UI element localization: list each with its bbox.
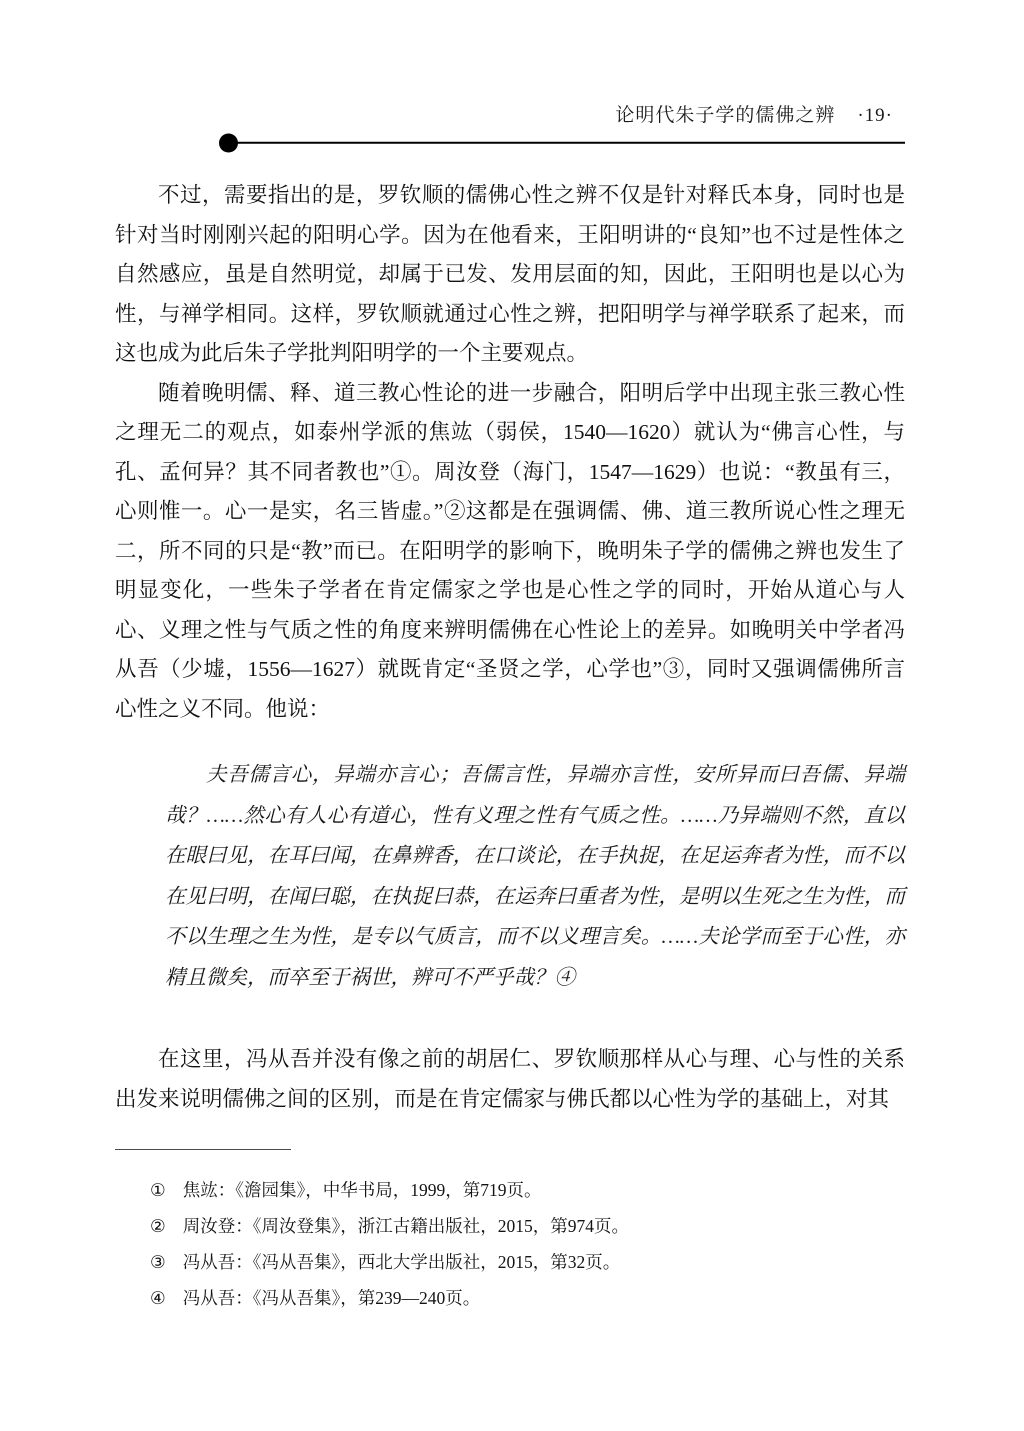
footnote-text: 冯从吾：《冯从吾集》，西北大学出版社，2015，第32页。 [182,1252,621,1272]
footnote-list [115,1172,905,1316]
footnote-4 [150,1280,905,1316]
footnote-marker: ④ [150,1288,166,1308]
article-body [115,176,905,1119]
footnote-1 [150,1172,905,1208]
footnote-3 [150,1244,905,1280]
footnote-text: 焦竑：《澹园集》，中华书局，1999，第719页。 [182,1180,542,1200]
footnote-text: 冯从吾：《冯从吾集》，第239—240页。 [182,1288,481,1308]
running-head [115,100,905,152]
header-rule [219,133,905,152]
paragraph-3: 在这里，冯从吾并没有像之前的胡居仁、罗钦顺那样从心与理、心与性的关系出发来说明儒佛之间的区别，而是在肯定儒家与佛氏都以心性为学的基础上，对其 [115,1047,905,1111]
page-number: ·19· [857,105,893,126]
running-title: 论明代朱子学的儒佛之辨 [615,105,836,126]
footnote-marker: ③ [150,1252,166,1272]
block-quote: 夫吾儒言心，异端亦言心；吾儒言性，异端亦言性，安所异而曰吾儒、异端哉？……然心有人心有道心，性有义理之性有气质之性。……乃异端则不然，直以在眼曰见，在耳曰闻，在鼻辨香，在口谈论，在手执捉，在足运奔者为性，而不以在见曰明，在闻曰聪，在执捉曰恭，在运奔曰重者为性，是明以生死之生为性，而不以生理之生为性，是专以气质言，而不以义理言矣。……夫论学而至于心性，亦精且微矣，而卒至于祸世，辨可不严乎哉？④ [165,764,905,989]
footnote-2 [150,1208,905,1244]
paragraph-2: 随着晚明儒、释、道三教心性论的进一步融合，阳明后学中出现主张三教心性之理无二的观点，如泰州学派的焦竑（弱侯，1540—1620）就认为“佛言心性，与孔、孟何异？其不同者教也”①。周汝登（海门，1547—1629）也说：“教虽有三，心则惟一。心一是实，名三皆虚。”②这都是在强调儒、佛、道三教所说心性之理无二，所不同的只是“教”而已。在阳明学的影响下，晚明朱子学的儒佛之辨也发生了明显变化，一些朱子学者在肯定儒家之学也是心性之学的同时，开始从道心与人心、义理之性与气质之性的角度来辨明儒佛在心性论上的差异。如晚明关中学者冯从吾（少墟，1556—1627）就既肯定“圣贤之学，心学也”③，同时又强调儒佛所言心性之义不同。他说： [115,380,905,721]
header-rule-line [228,141,905,144]
footnotes-section [115,1149,905,1316]
paragraph-1: 不过，需要指出的是，罗钦顺的儒佛心性之辨不仅是针对释氏本身，同时也是针对当时刚刚兴起的阳明心学。因为在他看来，王阳明讲的“良知”也不过是性体之自然感应，虽是自然明觉，却属于已发、发用层面的知，因此，王阳明也是以心为性，与禅学相同。这样，罗钦顺就通过心性之辨，把阳明学与禅学联系了起来，而这也成为此后朱子学批判阳明学的一个主要观点。 [115,183,905,365]
running-head-text [115,100,905,127]
footnote-marker: ② [150,1216,166,1236]
footnote-text: 周汝登：《周汝登集》，浙江古籍出版社，2015，第974页。 [182,1216,629,1236]
footnote-divider [115,1149,291,1150]
footnote-marker: ① [150,1180,166,1200]
